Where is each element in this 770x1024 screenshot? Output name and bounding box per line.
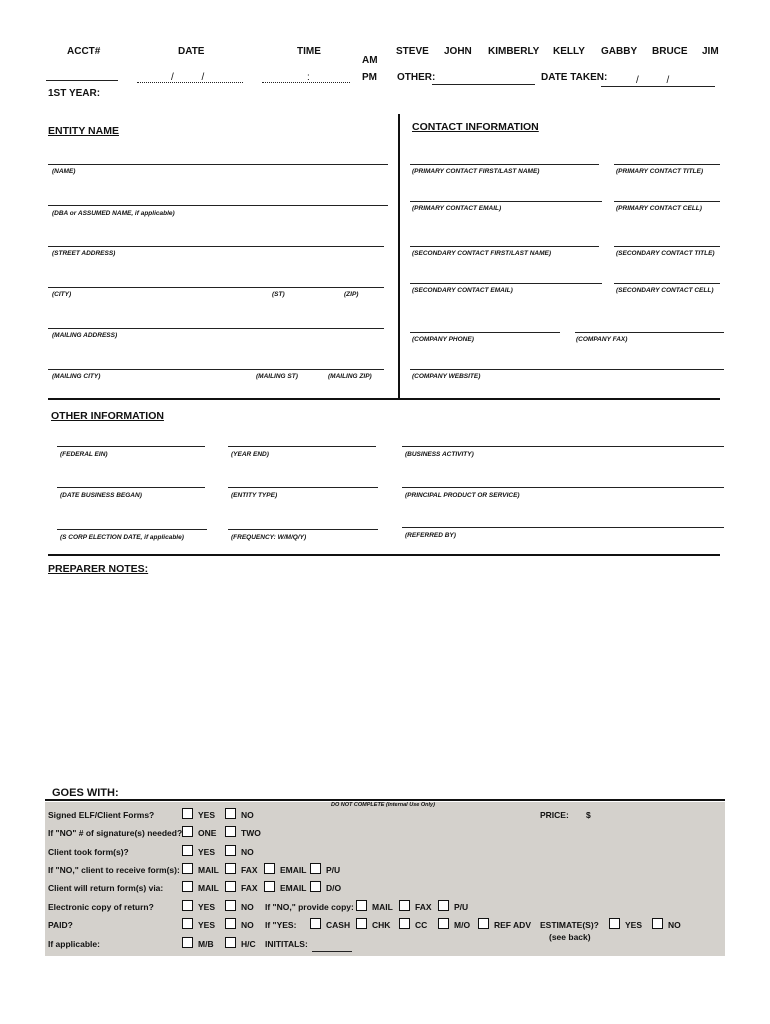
preparer-notes-title: PREPARER NOTES:: [48, 563, 149, 575]
street-field[interactable]: [48, 246, 384, 247]
primary-title-field[interactable]: [614, 164, 720, 165]
preparer-steve[interactable]: STEVE: [396, 46, 429, 57]
preparer-john[interactable]: JOHN: [444, 46, 472, 57]
acct-label: ACCT#: [67, 46, 101, 57]
took-no-checkbox[interactable]: [225, 845, 236, 856]
provide-copy-label: If "NO," provide copy:: [265, 902, 354, 912]
referred-by-label: (REFERRED BY): [405, 532, 456, 539]
return-do-label: D/O: [326, 883, 342, 893]
paid-question: PAID?: [48, 920, 73, 930]
initials-field[interactable]: [312, 951, 352, 952]
company-website-field[interactable]: [410, 369, 724, 370]
signatures-needed-question: If "NO" # of signature(s) needed?: [48, 828, 183, 838]
mailing-city-field[interactable]: [48, 369, 384, 370]
secondary-name-field[interactable]: [410, 246, 599, 247]
copy-mail-label: MAIL: [372, 902, 393, 912]
street-label: (STREET ADDRESS): [52, 250, 116, 257]
electronic-no-checkbox[interactable]: [225, 900, 236, 911]
pay-cc-label: CC: [415, 920, 428, 930]
entity-type-label: (ENTITY TYPE): [231, 492, 278, 499]
date-slashes: / /: [171, 72, 205, 83]
first-year-label: 1ST YEAR:: [48, 88, 101, 99]
other-info-title: OTHER INFORMATION: [51, 410, 164, 422]
return-email-label: EMAIL: [280, 883, 307, 893]
mailing-address-label: (MAILING ADDRESS): [52, 332, 118, 339]
paid-no-label: NO: [241, 920, 254, 930]
estimates-yes-label: YES: [625, 920, 643, 930]
dba-field[interactable]: [48, 205, 388, 206]
pay-cc-checkbox[interactable]: [399, 918, 410, 929]
mailing-city-label: (MAILING CITY): [52, 373, 101, 380]
date-began-field[interactable]: [57, 487, 205, 488]
copy-fax-label: FAX: [415, 902, 432, 912]
if-applicable-question: If applicable:: [48, 939, 100, 949]
pay-cash-checkbox[interactable]: [310, 918, 321, 929]
secondary-email-label: (SECONDARY CONTACT EMAIL): [412, 287, 513, 294]
entity-name-title: ENTITY NAME: [48, 125, 119, 137]
entity-type-field[interactable]: [228, 487, 378, 488]
time-field[interactable]: [262, 82, 350, 83]
city-label: (CITY): [52, 291, 72, 298]
receive-mail-checkbox[interactable]: [182, 863, 193, 874]
electronic-copy-question: Electronic copy of return?: [48, 902, 154, 912]
principal-product-label: (PRINCIPAL PRODUCT OR SERVICE): [405, 492, 520, 499]
electronic-yes-label: YES: [198, 902, 216, 912]
mailing-zip-label: (MAILING ZIP): [328, 373, 372, 380]
company-phone-label: (COMPANY PHONE): [412, 336, 474, 343]
hc-checkbox[interactable]: [225, 937, 236, 948]
company-website-label: (COMPANY WEBSITE): [412, 373, 481, 380]
pay-cash-label: CASH: [326, 920, 351, 930]
price-label: PRICE:: [540, 810, 569, 820]
contact-info-title: CONTACT INFORMATION: [412, 121, 539, 133]
principal-product-field[interactable]: [402, 487, 724, 488]
electronic-yes-checkbox[interactable]: [182, 900, 193, 911]
estimates-yes-checkbox[interactable]: [609, 918, 620, 929]
return-email-checkbox[interactable]: [264, 881, 275, 892]
sigs-one-checkbox[interactable]: [182, 826, 193, 837]
federal-ein-field[interactable]: [57, 446, 205, 447]
return-mail-checkbox[interactable]: [182, 881, 193, 892]
referred-by-field[interactable]: [402, 527, 724, 528]
secondary-title-field[interactable]: [614, 246, 720, 247]
primary-name-label: (PRIMARY CONTACT FIRST/LAST NAME): [412, 168, 540, 175]
receive-forms-question: If "NO," client to receive form(s):: [48, 865, 180, 875]
city-field[interactable]: [48, 287, 384, 288]
if-yes-label: If "YES:: [265, 920, 297, 930]
pay-chk-checkbox[interactable]: [356, 918, 367, 929]
time-label: TIME: [297, 46, 321, 57]
business-activity-field[interactable]: [402, 446, 724, 447]
receive-fax-checkbox[interactable]: [225, 863, 236, 874]
pm-option[interactable]: PM: [362, 72, 377, 83]
goes-with-title: GOES WITH:: [52, 787, 119, 799]
took-no-label: NO: [241, 847, 254, 857]
mailing-state-label: (MAILING ST): [256, 373, 298, 380]
date-taken-field[interactable]: [601, 86, 715, 87]
signed-forms-question: Signed ELF/Client Forms?: [48, 810, 155, 820]
secondary-title-label: (SECONDARY CONTACT TITLE): [616, 250, 715, 257]
section-divider-vertical: [398, 114, 400, 399]
preparer-kimberly[interactable]: KIMBERLY: [488, 46, 540, 57]
preparer-bruce[interactable]: BRUCE: [652, 46, 688, 57]
internal-use-panel: [45, 802, 725, 956]
signed-yes-label: YES: [198, 810, 216, 820]
signed-no-checkbox[interactable]: [225, 808, 236, 819]
took-yes-label: YES: [198, 847, 216, 857]
pay-mo-label: M/O: [454, 920, 471, 930]
hc-label: H/C: [241, 939, 256, 949]
secondary-name-label: (SECONDARY CONTACT FIRST/LAST NAME): [412, 250, 552, 257]
secondary-cell-field[interactable]: [614, 283, 720, 284]
client-took-question: Client took form(s)?: [48, 847, 129, 857]
date-began-label: (DATE BUSINESS BEGAN): [60, 492, 142, 499]
state-label: (ST): [272, 291, 285, 298]
pay-mo-checkbox[interactable]: [438, 918, 449, 929]
mailing-address-field[interactable]: [48, 328, 384, 329]
initials-label: INITITALS:: [265, 939, 308, 949]
copy-pu-checkbox[interactable]: [438, 900, 449, 911]
company-fax-label: (COMPANY FAX): [576, 336, 628, 343]
signed-no-label: NO: [241, 810, 254, 820]
signed-yes-checkbox[interactable]: [182, 808, 193, 819]
primary-cell-field[interactable]: [614, 201, 720, 202]
name-label: (NAME): [52, 168, 76, 175]
other-label: OTHER:: [397, 72, 436, 83]
primary-title-label: (PRIMARY CONTACT TITLE): [616, 168, 704, 175]
copy-fax-checkbox[interactable]: [399, 900, 410, 911]
sigs-one-label: ONE: [198, 828, 217, 838]
acct-field[interactable]: [46, 80, 118, 81]
pay-ref-adv-label: REF ADV: [494, 920, 531, 930]
preparer-jim[interactable]: JIM: [702, 46, 719, 57]
primary-email-field[interactable]: [410, 201, 602, 202]
return-fax-checkbox[interactable]: [225, 881, 236, 892]
return-do-checkbox[interactable]: [310, 881, 321, 892]
paid-yes-label: YES: [198, 920, 216, 930]
preparer-gabby[interactable]: GABBY: [601, 46, 638, 57]
notes-divider: [48, 554, 720, 556]
date-taken-label: DATE TAKEN:: [541, 72, 608, 83]
s-corp-date-field[interactable]: [57, 529, 207, 530]
goes-with-divider: [45, 799, 725, 801]
s-corp-date-label: (S CORP ELECTION DATE, if applicable): [60, 534, 184, 541]
return-fax-label: FAX: [241, 883, 258, 893]
see-back-label: (see back): [549, 932, 591, 942]
receive-email-label: EMAIL: [280, 865, 307, 875]
frequency-label: (FREQUENCY: W/M/Q/Y): [231, 534, 307, 541]
frequency-field[interactable]: [228, 529, 378, 530]
federal-ein-label: (FEDERAL EIN): [60, 451, 108, 458]
estimates-no-label: NO: [668, 920, 681, 930]
estimates-label: ESTIMATE(S)?: [540, 920, 599, 930]
dba-label: (DBA or ASSUMED NAME, if applicable): [52, 210, 175, 217]
date-label: DATE: [178, 46, 205, 57]
internal-use-note: DO NOT COMPLETE (Internal Use Only): [331, 802, 435, 808]
mb-label: M/B: [198, 939, 214, 949]
sigs-two-label: TWO: [241, 828, 261, 838]
price-dollar: $: [586, 810, 591, 820]
return-mail-label: MAIL: [198, 883, 219, 893]
sigs-two-checkbox[interactable]: [225, 826, 236, 837]
pay-chk-label: CHK: [372, 920, 391, 930]
company-phone-field[interactable]: [410, 332, 560, 333]
estimates-no-checkbox[interactable]: [652, 918, 663, 929]
time-colon: :: [307, 72, 310, 83]
business-activity-label: (BUSINESS ACTIVITY): [405, 451, 474, 458]
copy-mail-checkbox[interactable]: [356, 900, 367, 911]
am-option[interactable]: AM: [362, 55, 378, 66]
secondary-cell-label: (SECONDARY CONTACT CELL): [616, 287, 714, 294]
receive-fax-label: FAX: [241, 865, 258, 875]
copy-pu-label: P/U: [454, 902, 469, 912]
mb-checkbox[interactable]: [182, 937, 193, 948]
receive-pu-label: P/U: [326, 865, 341, 875]
paid-no-checkbox[interactable]: [225, 918, 236, 929]
return-forms-question: Client will return form(s) via:: [48, 883, 164, 893]
preparer-kelly[interactable]: KELLY: [553, 46, 585, 57]
name-field[interactable]: [48, 164, 388, 165]
receive-pu-checkbox[interactable]: [310, 863, 321, 874]
took-yes-checkbox[interactable]: [182, 845, 193, 856]
preparer-notes-area[interactable]: [48, 580, 720, 780]
date-taken-slashes: / /: [636, 75, 670, 86]
receive-email-checkbox[interactable]: [264, 863, 275, 874]
paid-yes-checkbox[interactable]: [182, 918, 193, 929]
receive-mail-label: MAIL: [198, 865, 219, 875]
year-end-label: (YEAR END): [231, 451, 269, 458]
other-field[interactable]: [432, 84, 535, 85]
pay-ref-adv-checkbox[interactable]: [478, 918, 489, 929]
company-fax-field[interactable]: [575, 332, 724, 333]
electronic-no-label: NO: [241, 902, 254, 912]
zip-label: (ZIP): [344, 291, 359, 298]
year-end-field[interactable]: [228, 446, 376, 447]
secondary-email-field[interactable]: [410, 283, 602, 284]
section-divider-horizontal: [48, 398, 720, 400]
primary-cell-label: (PRIMARY CONTACT CELL): [616, 205, 702, 212]
primary-name-field[interactable]: [410, 164, 599, 165]
primary-email-label: (PRIMARY CONTACT EMAIL): [412, 205, 502, 212]
